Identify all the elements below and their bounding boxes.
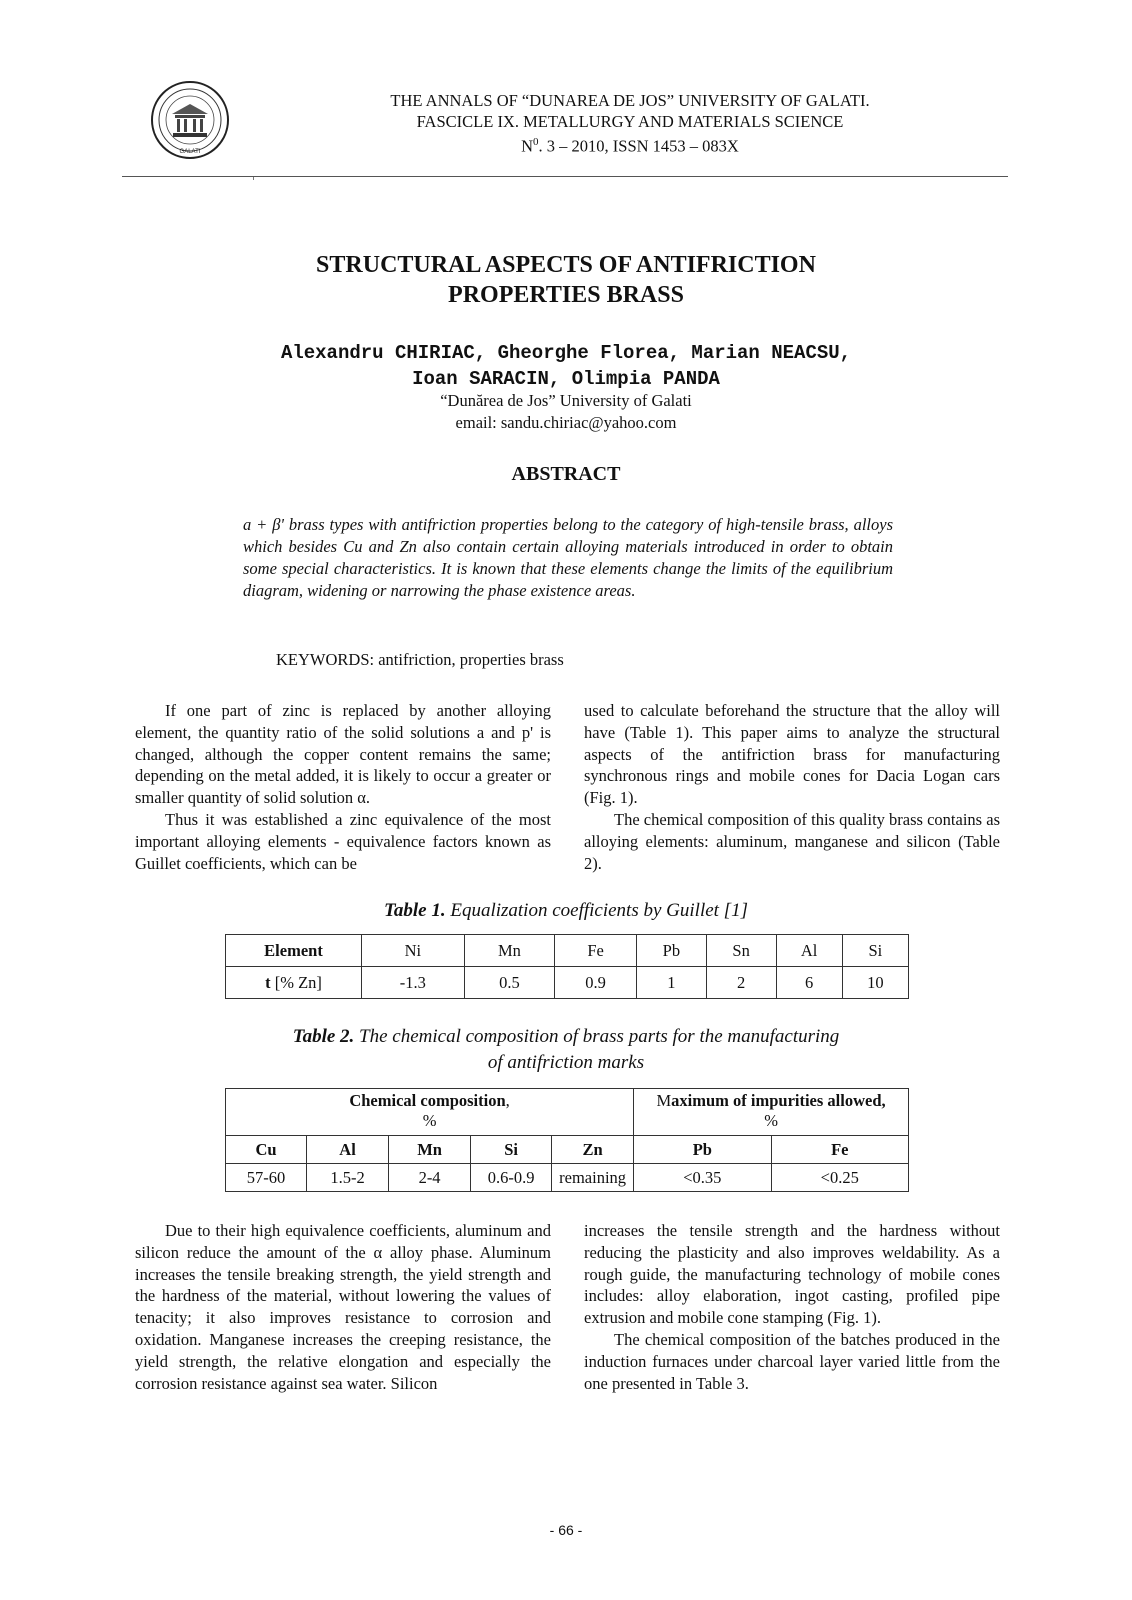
table-cell: 6: [776, 967, 842, 999]
table-row: [226, 967, 909, 999]
table-cell: Ni: [362, 935, 465, 967]
table2-label: Table 2.: [292, 1026, 355, 1047]
title-line-1: STRUCTURAL ASPECTS OF ANTIFRICTION: [316, 252, 816, 278]
table-cell: Si: [842, 935, 908, 967]
table-cell: 10: [842, 967, 908, 999]
title-line-2: PROPERTIES BRASS: [448, 282, 684, 308]
table-cell: Pb: [636, 935, 706, 967]
author-email: email: sandu.chiriac@yahoo.com: [455, 413, 677, 432]
paragraph: Thus it was established a zinc equivalence of the most important alloying elements - equivalence factors known as Guillet coefficients, which can be: [135, 809, 551, 873]
author-list: [160, 340, 972, 392]
seal-text: GALATI: [179, 149, 201, 155]
table-cell: 2: [706, 967, 776, 999]
table-row: [226, 935, 909, 967]
table-cell: 0.9: [555, 967, 637, 999]
table-cell: 2-4: [389, 1164, 471, 1192]
table1-caption-text: Equalization coefficients by Guillet [1]: [450, 900, 748, 921]
table-cell: <0.35: [634, 1164, 771, 1192]
abstract-text: a + β' brass types with antifriction properties belong to the category of high-tensile brass, alloys which besides Cu and Zn also contain certain alloying materials introduced in order to obtain some special characteristics. It is known that these elements change the limits of the equilibrium diagram, widening or narrowing the phase existence areas.: [243, 515, 893, 600]
table-row: [226, 1164, 909, 1192]
table-group-header: Chemical composition, %: [226, 1089, 634, 1136]
table-cell: Mn: [464, 935, 555, 967]
table-column-header: Cu: [226, 1136, 307, 1164]
body-column-left-top: [135, 700, 551, 874]
table1-caption: [160, 898, 972, 924]
journal-header: [300, 90, 960, 157]
table1-label: Table 1.: [384, 900, 446, 921]
table-cell: -1.3: [362, 967, 465, 999]
affiliation: “Dunărea de Jos” University of Galati: [440, 391, 692, 410]
table-column-header: Fe: [771, 1136, 908, 1164]
table-cell: 1: [636, 967, 706, 999]
paragraph: The chemical composition of the batches produced in the induction furnaces under charcoal layer varied little from the one presented in Table 3.: [584, 1329, 1000, 1393]
table-cell: Al: [776, 935, 842, 967]
table1-guillet-coefficients: [225, 934, 909, 999]
table2-caption: [160, 1024, 972, 1076]
page-number: - 66 -: [549, 1522, 583, 1538]
table-cell: 1.5-2: [307, 1164, 389, 1192]
paragraph: The chemical composition of this quality brass contains as alloying elements: aluminum, manganese and silicon (Table 2).: [584, 809, 1000, 873]
journal-line-1: THE ANNALS OF “DUNAREA DE JOS” UNIVERSITY OF GALATI.: [390, 91, 870, 110]
journal-line-3: $N^0$. 3 – 2010, ISSN 1453 – 083X: [521, 136, 739, 156]
table-column-header: Mn: [389, 1136, 471, 1164]
table-cell: remaining: [552, 1164, 634, 1192]
paragraph: If one part of zinc is replaced by another alloying element, the quantity ratio of the solid solutions a and p' is changed, although the copper content remains the same; depending on the metal added, it is likely to occur a greater or smaller quantity of solid solution α.: [135, 701, 551, 808]
table-column-header: Pb: [634, 1136, 771, 1164]
table-cell: 0.6-0.9: [471, 1164, 552, 1192]
paper-title: [180, 250, 952, 310]
affiliation-block: [240, 390, 892, 434]
table-column-header: Zn: [552, 1136, 634, 1164]
table-cell: Fe: [555, 935, 637, 967]
abstract-heading: ABSTRACT: [511, 463, 621, 485]
table-cell: <0.25: [771, 1164, 908, 1192]
authors-line-1: Alexandru CHIRIAC, Gheorghe Florea, Marian NEACSU,: [280, 342, 852, 364]
authors-line-2: Ioan SARACIN, Olimpia PANDA: [412, 368, 720, 390]
table-cell: Element: [226, 935, 362, 967]
table-cell: Sn: [706, 935, 776, 967]
body-column-left-bottom: [135, 1220, 551, 1394]
header-rule: [122, 176, 1008, 177]
table-column-header: Si: [471, 1136, 552, 1164]
body-column-right-bottom: [584, 1220, 1000, 1394]
header-rule-tick: [253, 177, 254, 180]
table2-chemical-composition: [225, 1088, 909, 1192]
table-row: [226, 1136, 909, 1164]
body-column-right-top: [584, 700, 1000, 874]
journal-line-2: FASCICLE IX. METALLURGY AND MATERIALS SCIENCE: [416, 112, 844, 131]
table-cell: 57-60: [226, 1164, 307, 1192]
table-cell: 0.5: [464, 967, 555, 999]
university-seal-icon: [150, 80, 230, 160]
table-row: [226, 1089, 909, 1136]
keywords: KEYWORDS: antifriction, properties brass: [276, 650, 564, 669]
table-group-header: Maximum of impurities allowed, %: [634, 1089, 909, 1136]
table-column-header: Al: [307, 1136, 389, 1164]
paragraph: used to calculate beforehand the structure that the alloy will have (Table 1). This paper aims to analyze the structural aspects of the antifriction brass for manufacturing synchronous rings and mobile cones for Dacia Logan cars (Fig. 1).: [584, 701, 1000, 808]
table2-caption-text: The chemical composition of brass parts for the manufacturing: [359, 1026, 840, 1047]
paragraph: Due to their high equivalence coefficients, aluminum and silicon reduce the amount of the α alloy phase. Aluminum increases the tensile breaking strength, the yield strength and the hardness of the material, without lowering the values of tenacity; it also improves resistance to corrosion and oxidation. Manganese increases the creeping resistance, the yield strength, the relative elongation and especially the corrosion resistance against sea water. Silicon: [135, 1221, 551, 1393]
table-cell: t [% Zn]: [226, 967, 362, 999]
paragraph: increases the tensile strength and the hardness without reducing the plasticity and also improves weldability. As a rough guide, the manufacturing technology of mobile cones includes: alloy elaboration, ingot casting, profiled pipe extrusion and mobile cone stamping (Fig. 1).: [584, 1221, 1000, 1328]
table2-caption-line-2: of antifriction marks: [487, 1052, 645, 1073]
